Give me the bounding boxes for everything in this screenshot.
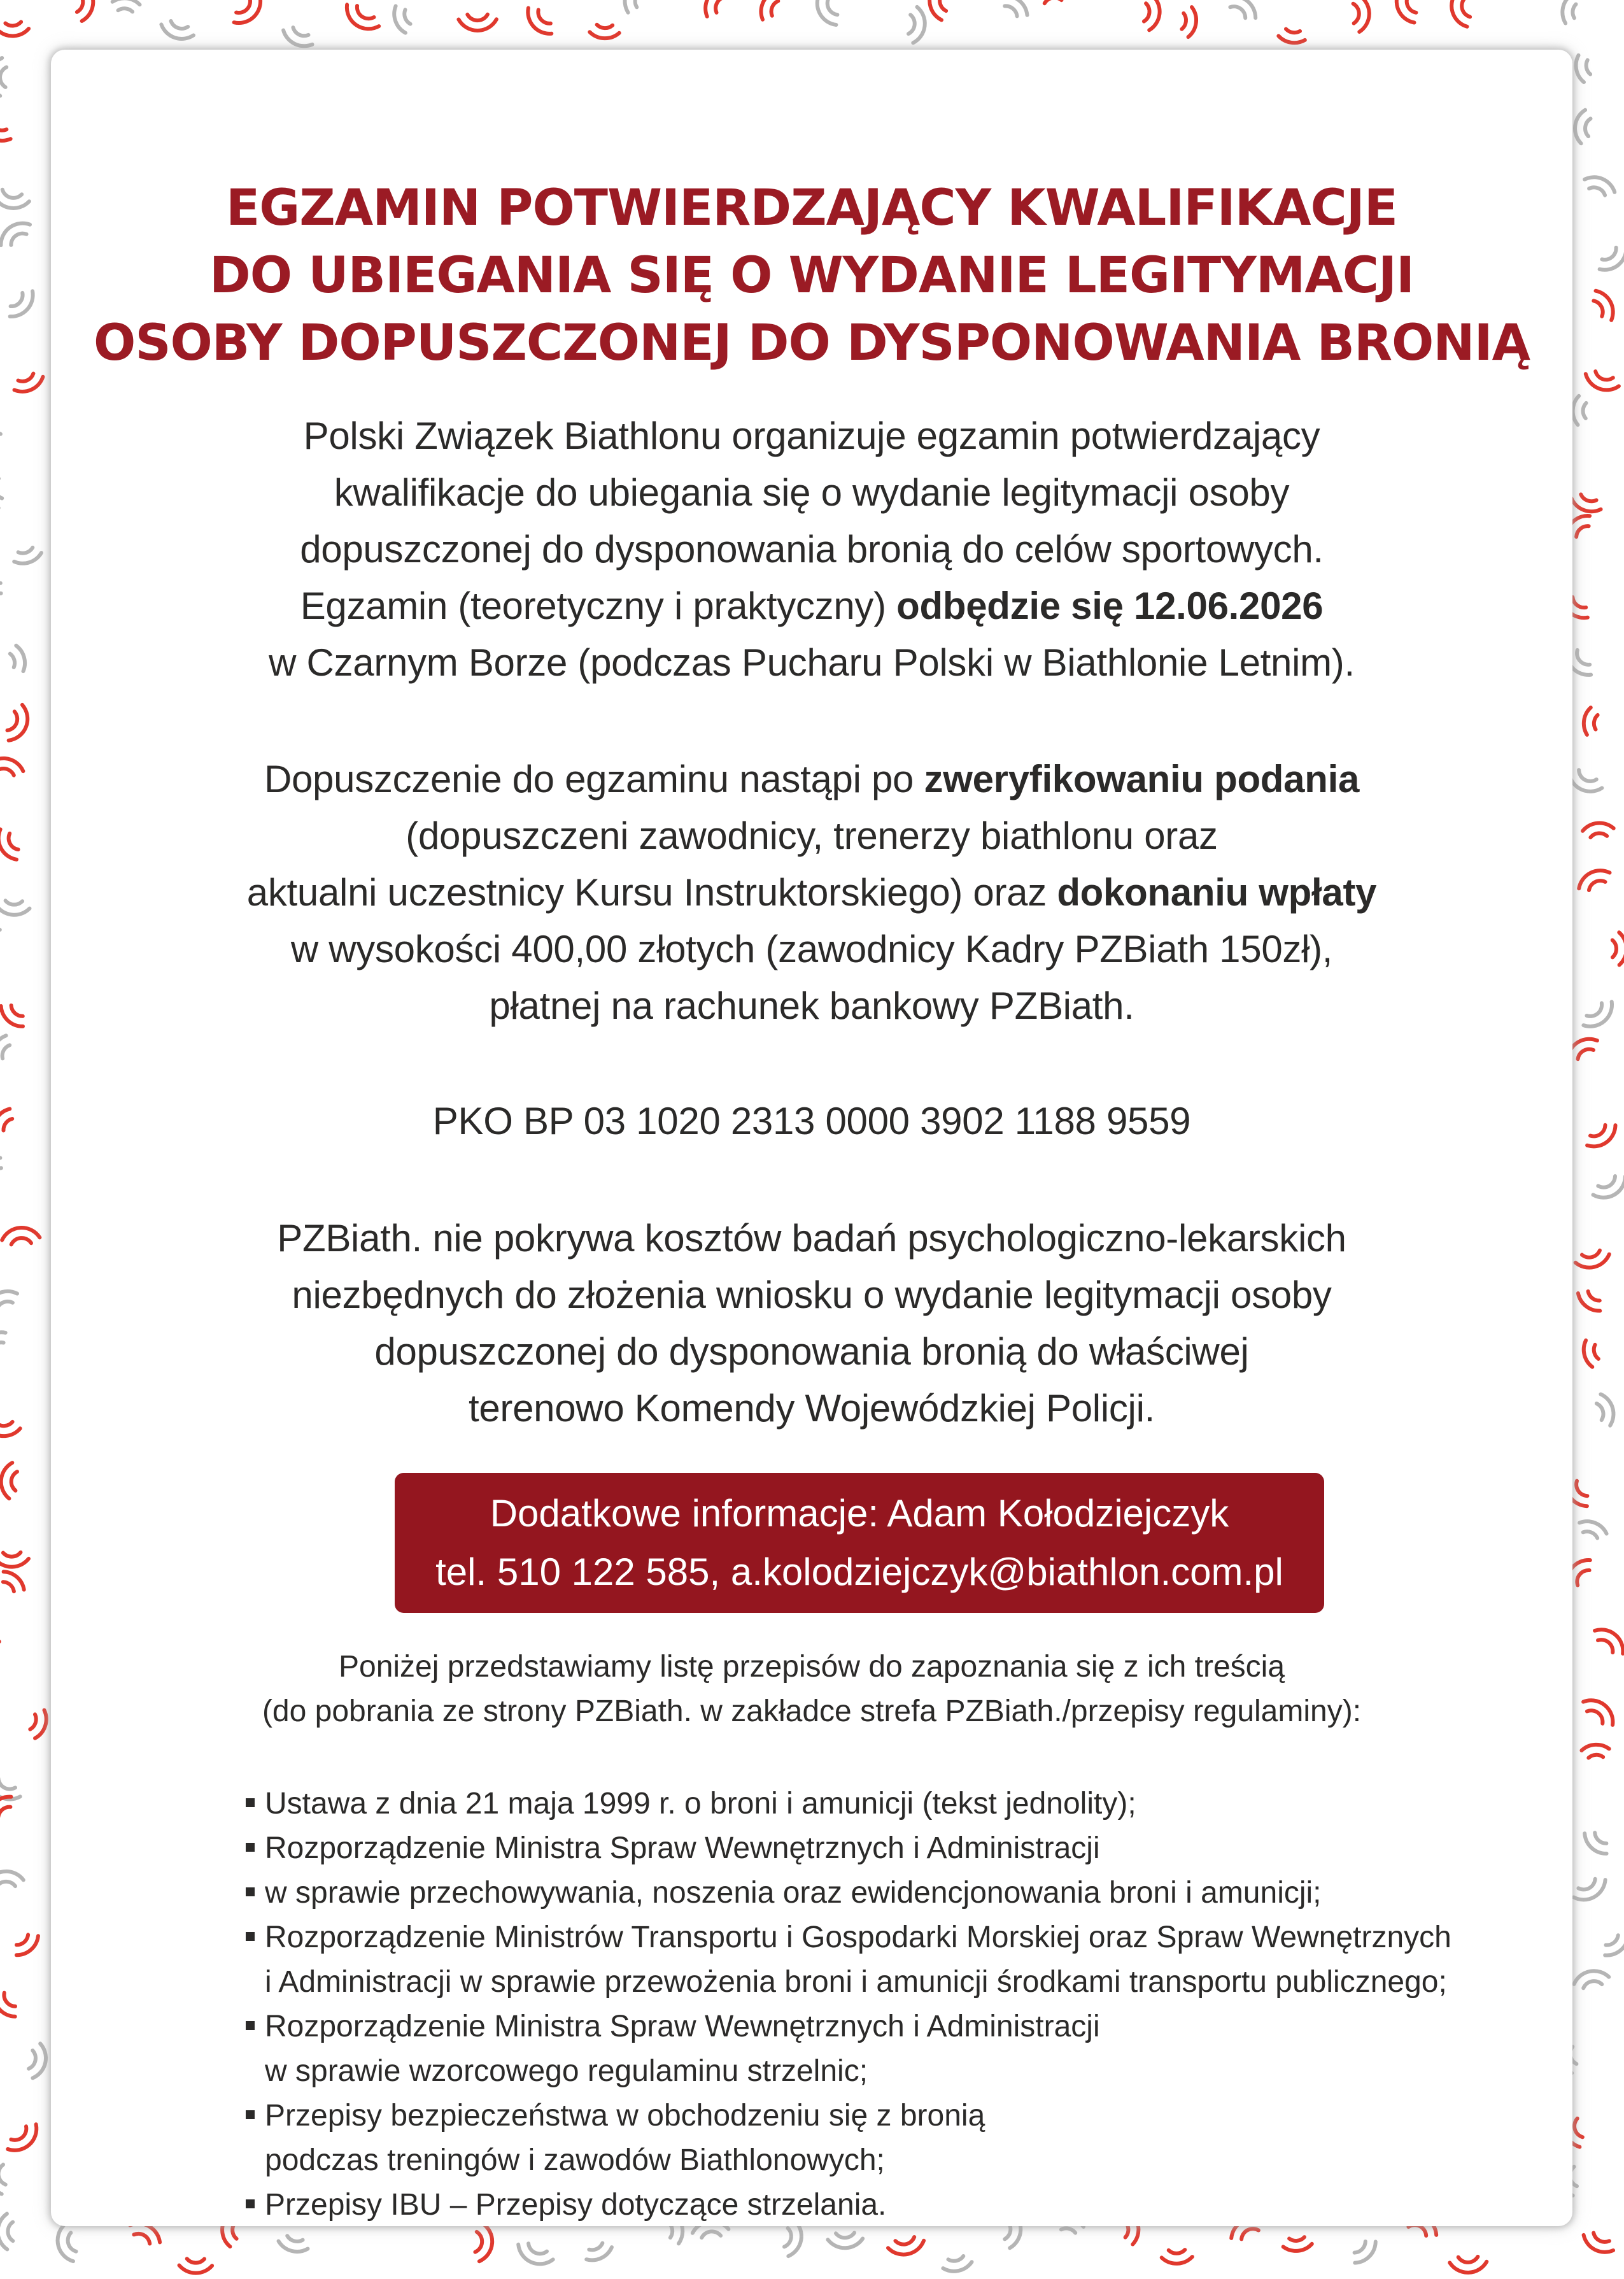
pattern-arc <box>1576 1481 1587 1496</box>
regulation-text: Ustawa z dnia 21 maja 1999 r. o broni i amunicji (tekst jednolity); <box>265 1787 1136 1821</box>
pattern-arc <box>1582 1251 1600 1258</box>
regulation-text: Rozporządzenie Ministra Spraw Wewnętrznych i Administracji <box>265 1831 1100 1865</box>
admission-emphasis: zweryfikowaniu podania <box>924 758 1360 800</box>
pattern-arc <box>3 190 22 198</box>
admission-line <box>51 751 1572 807</box>
regulation-item <box>243 1871 1555 1915</box>
regulation-text: podczas treningów i zawodów Biathlonowych; <box>265 2143 885 2177</box>
pattern-arc <box>1584 2235 1614 2252</box>
pattern-arc <box>1578 1049 1594 1059</box>
pattern-arc <box>118 8 133 11</box>
pattern-arc <box>1169 2250 1185 2254</box>
pattern-arc <box>1576 55 1584 82</box>
pattern-arc <box>1590 1125 1606 1137</box>
pattern-arc <box>0 907 30 915</box>
pattern-arc <box>1572 597 1586 607</box>
pattern-arc <box>29 2050 36 2069</box>
regulations-list <box>243 1782 1555 2227</box>
pattern-arc <box>11 293 23 306</box>
pattern-arc <box>1613 940 1616 957</box>
regulations-intro <box>51 1645 1572 1734</box>
regulation-item <box>243 2094 1555 2183</box>
regulation-text: Rozporządzenie Ministra Spraw Wewnętrznych i Administracji <box>265 2010 1100 2043</box>
announcement-card <box>51 50 1572 2226</box>
pattern-arc <box>1283 2244 1312 2251</box>
pattern-arc <box>1595 1833 1606 1843</box>
pattern-arc <box>0 67 6 87</box>
pattern-arc <box>0 1422 13 1426</box>
pattern-arc <box>1045 0 1062 3</box>
pattern-arc <box>11 1005 23 1016</box>
pattern-arc <box>1590 833 1607 837</box>
pattern-arc <box>0 583 1 611</box>
pattern-arc <box>943 2262 971 2271</box>
pattern-arc <box>4 1993 15 2006</box>
pattern-arc <box>8 2222 13 2241</box>
pattern-arc <box>1585 118 1590 136</box>
admission-line <box>51 864 1572 921</box>
pattern-arc <box>16 646 25 671</box>
pattern-arc <box>1289 2237 1304 2241</box>
pattern-arc <box>949 2256 964 2261</box>
pattern-arc <box>1278 36 1305 43</box>
pattern-arc <box>716 0 724 13</box>
admission-line: płatnej na rachunek bankowy PZBiath. <box>489 984 1134 1027</box>
pattern-arc <box>1597 1403 1604 1420</box>
pattern-arc <box>5 22 21 25</box>
regulation-text: i Administracji w sprawie przewożenia broni i amunicji środkami transportu publicznego; <box>265 1965 1447 1999</box>
pattern-arc <box>1586 60 1591 74</box>
pattern-arc <box>1589 881 1606 890</box>
pattern-arc <box>10 654 15 667</box>
pattern-arc <box>68 2233 76 2251</box>
pattern-arc <box>1230 6 1245 18</box>
regulation-text: Przepisy bezpieczeństwa w obchodzeniu się z bronią <box>265 2099 985 2133</box>
pattern-arc <box>1462 0 1470 17</box>
costs-line: PZBiath. nie pokrywa kosztów badań psychologiczno-lekarskich <box>277 1217 1346 1260</box>
pattern-arc <box>9 834 18 849</box>
pattern-arc <box>0 2164 6 2184</box>
pattern-arc <box>1602 248 1616 260</box>
pattern-arc <box>1594 715 1598 730</box>
contact-details: tel. 510 122 585, a.kolodziejczyk@biathlon.com.pl <box>435 1551 1283 1593</box>
pattern-arc <box>293 27 308 36</box>
contact-person: Dodatkowe informacje: Adam Kołodziejczyk <box>490 1492 1229 1535</box>
pattern-arc <box>1189 7 1196 37</box>
pattern-arc <box>1162 2257 1192 2264</box>
pattern-arc <box>11 234 26 245</box>
pattern-arc <box>467 15 488 20</box>
pattern-arc <box>908 15 915 34</box>
admission-emphasis: dokonaniu wpłaty <box>1057 871 1377 914</box>
pattern-arc <box>3 1552 21 1557</box>
pattern-arc <box>1593 301 1602 316</box>
exam-line: dopuszczonej do dysponowania bronią do celów sportowych. <box>300 528 1324 571</box>
pattern-arc <box>0 422 1 434</box>
pattern-arc <box>3 1582 14 1591</box>
pattern-arc <box>1144 3 1150 21</box>
pattern-arc <box>1581 494 1596 501</box>
pattern-arc <box>589 2243 602 2250</box>
pattern-arc <box>1353 4 1359 24</box>
pattern-arc <box>1574 2119 1583 2137</box>
pattern-arc <box>1594 1345 1599 1359</box>
pattern-arc <box>0 124 6 131</box>
pattern-arc <box>1458 2257 1478 2262</box>
pattern-arc <box>11 1238 31 1244</box>
pattern-arc <box>1579 870 1609 888</box>
pattern-arc <box>1572 4 1576 18</box>
pattern-arc <box>1593 2233 1609 2242</box>
pattern-arc <box>702 2231 721 2238</box>
pattern-arc <box>8 711 18 730</box>
pattern-arc <box>0 1428 20 1436</box>
pattern-arc <box>1595 371 1613 380</box>
pattern-arc <box>180 2266 213 2273</box>
pattern-arc <box>0 29 29 36</box>
title-line: OSOBY DOPUSZCZONEJ DO DYSPONOWANIA BRONIĄ <box>94 315 1530 372</box>
pattern-arc <box>1562 0 1569 23</box>
pattern-arc <box>1588 1755 1603 1758</box>
pattern-arc <box>0 1807 10 1817</box>
pattern-arc <box>236 0 250 13</box>
pattern-arc <box>0 1342 4 1354</box>
pattern-arc <box>1407 0 1416 13</box>
pattern-arc <box>0 1778 15 1789</box>
pattern-arc <box>1573 396 1579 425</box>
pattern-arc <box>17 1935 28 1945</box>
pattern-arc <box>1583 403 1586 418</box>
regulation-item <box>243 1782 1555 1826</box>
pattern-arc <box>1577 1570 1589 1586</box>
pattern-arc <box>1596 291 1613 320</box>
exam-date-line <box>51 578 1572 634</box>
bank-account: PKO BP 03 1020 2313 0000 3902 1188 9559 <box>432 1100 1191 1142</box>
pattern-arc <box>1584 1340 1593 1367</box>
pattern-arc <box>1586 1003 1602 1016</box>
pattern-arc <box>1005 6 1017 16</box>
admission-paragraph <box>51 751 1572 1034</box>
regulation-item <box>243 1826 1555 1871</box>
pattern-arc <box>0 1168 1 1184</box>
pattern-arc <box>1286 29 1300 33</box>
pattern-arc <box>187 2259 204 2262</box>
regulation-text: Przepisy IBU – Przepisy dotyczące strzelania. <box>265 2188 887 2222</box>
pattern-arc <box>1579 770 1597 781</box>
pattern-arc <box>1581 1745 1609 1750</box>
exam-line: Polski Związek Biathlonu organizuje egzamin potwierdzający <box>303 415 1320 457</box>
pattern-arc <box>1576 526 1589 537</box>
pattern-arc <box>6 900 22 904</box>
pattern-arc <box>11 2126 26 2140</box>
pattern-arc <box>1588 1291 1600 1301</box>
pattern-arc <box>635 0 644 7</box>
pattern-arc <box>1583 1981 1602 1988</box>
pattern-arc <box>1584 707 1591 735</box>
pattern-arc <box>1061 2228 1075 2233</box>
pattern-arc <box>134 2234 150 2244</box>
pattern-arc <box>528 2243 547 2254</box>
regulation-text: Rozporządzenie Ministrów Transportu i Gospodarki Morskiej oraz Spraw Wewnętrznych <box>265 1920 1451 1954</box>
pattern-arc <box>1606 1935 1618 1945</box>
pattern-arc <box>14 553 41 564</box>
pattern-arc <box>0 1291 17 1301</box>
pattern-arc <box>1583 823 1614 830</box>
regulation-item <box>243 2183 1555 2227</box>
admission-line: (dopuszczeni zawodnicy, trenerzy biathlonu oraz <box>406 814 1218 857</box>
pattern-arc <box>3 1045 10 1058</box>
pattern-arc <box>0 1871 24 1880</box>
pattern-arc <box>11 1472 17 1491</box>
pattern-arc <box>475 2232 482 2252</box>
regulation-item <box>243 1915 1555 2005</box>
pattern-arc <box>113 0 140 4</box>
pattern-arc <box>597 25 613 28</box>
regulation-text: w sprawie przechowywania, noszenia oraz ewidencjonowania broni i amunicji; <box>265 1876 1322 1910</box>
pattern-arc <box>0 1882 15 1886</box>
pattern-arc <box>1587 1710 1603 1723</box>
pattern-arc <box>0 1559 29 1567</box>
contact-info-box <box>395 1473 1324 1613</box>
exam-paragraph <box>51 408 1572 691</box>
pattern-arc <box>0 593 1 608</box>
pattern-arc <box>828 2239 863 2248</box>
pattern-arc <box>1577 650 1590 665</box>
title-line: EGZAMIN POTWIERDZAJĄCY KWALIFIKACJE <box>225 180 1398 237</box>
pattern-arc <box>357 6 374 18</box>
regulations-intro-line: Poniżej przedstawiamy listę przepisów do zapoznania się z ich treścią <box>338 1650 1285 1684</box>
pattern-arc <box>784 2228 791 2247</box>
pattern-arc <box>828 0 838 15</box>
pattern-arc <box>0 479 2 499</box>
exam-line: w Czarnym Borze (podczas Pucharu Polski w Biathlonie Letnim). <box>269 641 1355 684</box>
pattern-arc <box>895 2237 914 2245</box>
pattern-arc <box>590 32 619 38</box>
pattern-arc <box>287 2236 302 2241</box>
pattern-arc <box>772 1 779 16</box>
admission-fee-line: w wysokości 400,00 złotych (zawodnicy Kadry PZBiath 150zł), <box>290 928 1333 970</box>
pattern-arc <box>18 548 33 553</box>
pattern-arc <box>538 10 551 24</box>
pattern-arc <box>940 0 946 11</box>
pattern-arc <box>1578 1879 1595 1890</box>
title-line: DO UBIEGANIA SIĘ O WYDANIE LEGITYMACJI <box>209 247 1414 304</box>
exam-date-prefix: Egzamin (teoretyczny i praktyczny) <box>300 585 897 627</box>
pattern-arc <box>77 0 83 12</box>
exam-date: odbędzie się 12.06.2026 <box>896 585 1324 627</box>
pattern-arc <box>404 10 410 24</box>
costs-line: dopuszczonej do dysponowania bronią do właściwej <box>374 1330 1249 1373</box>
regulation-item <box>243 2005 1555 2094</box>
announcement-title <box>51 174 1572 377</box>
regulation-text: w sprawie wzorcowego regulaminu strzelnic; <box>265 2054 868 2088</box>
pattern-arc <box>1589 187 1605 195</box>
pattern-arc <box>0 769 14 776</box>
pattern-arc <box>171 21 188 29</box>
pattern-arc <box>18 374 34 381</box>
pattern-arc <box>1619 932 1624 965</box>
pattern-arc <box>836 2233 854 2238</box>
costs-paragraph <box>51 1210 1572 1437</box>
pattern-arc <box>1355 2241 1366 2253</box>
pattern-arc <box>0 1302 13 1307</box>
pattern-arc <box>1598 1640 1613 1652</box>
pattern-arc <box>1598 1176 1615 1188</box>
regulations-intro-line: (do pobrania ze strony PZBiath. w zakładce strefa PZBiath./przepisy regulaminy): <box>262 1694 1362 1728</box>
pattern-arc <box>30 1714 36 1729</box>
pattern-arc <box>1583 1531 1598 1538</box>
pattern-arc <box>1241 2229 1259 2239</box>
costs-line: niezbędnych do złożenia wniosku o wydanie legitymacji osoby <box>292 1274 1332 1316</box>
admission-prefix: Dopuszczenie do egzaminu nastąpi po <box>264 758 924 800</box>
pattern-arc <box>1182 13 1186 29</box>
exam-line: kwalifikacje do ubiegania się o wydanie legitymacji osoby <box>334 471 1290 514</box>
admission-prefix: aktualni uczestnicy Kursu Instruktorskiego) oraz <box>246 871 1057 914</box>
costs-line: terenowo Komendy Wojewódzkiej Policji. <box>468 1387 1155 1430</box>
pattern-arc <box>3 1119 12 1130</box>
